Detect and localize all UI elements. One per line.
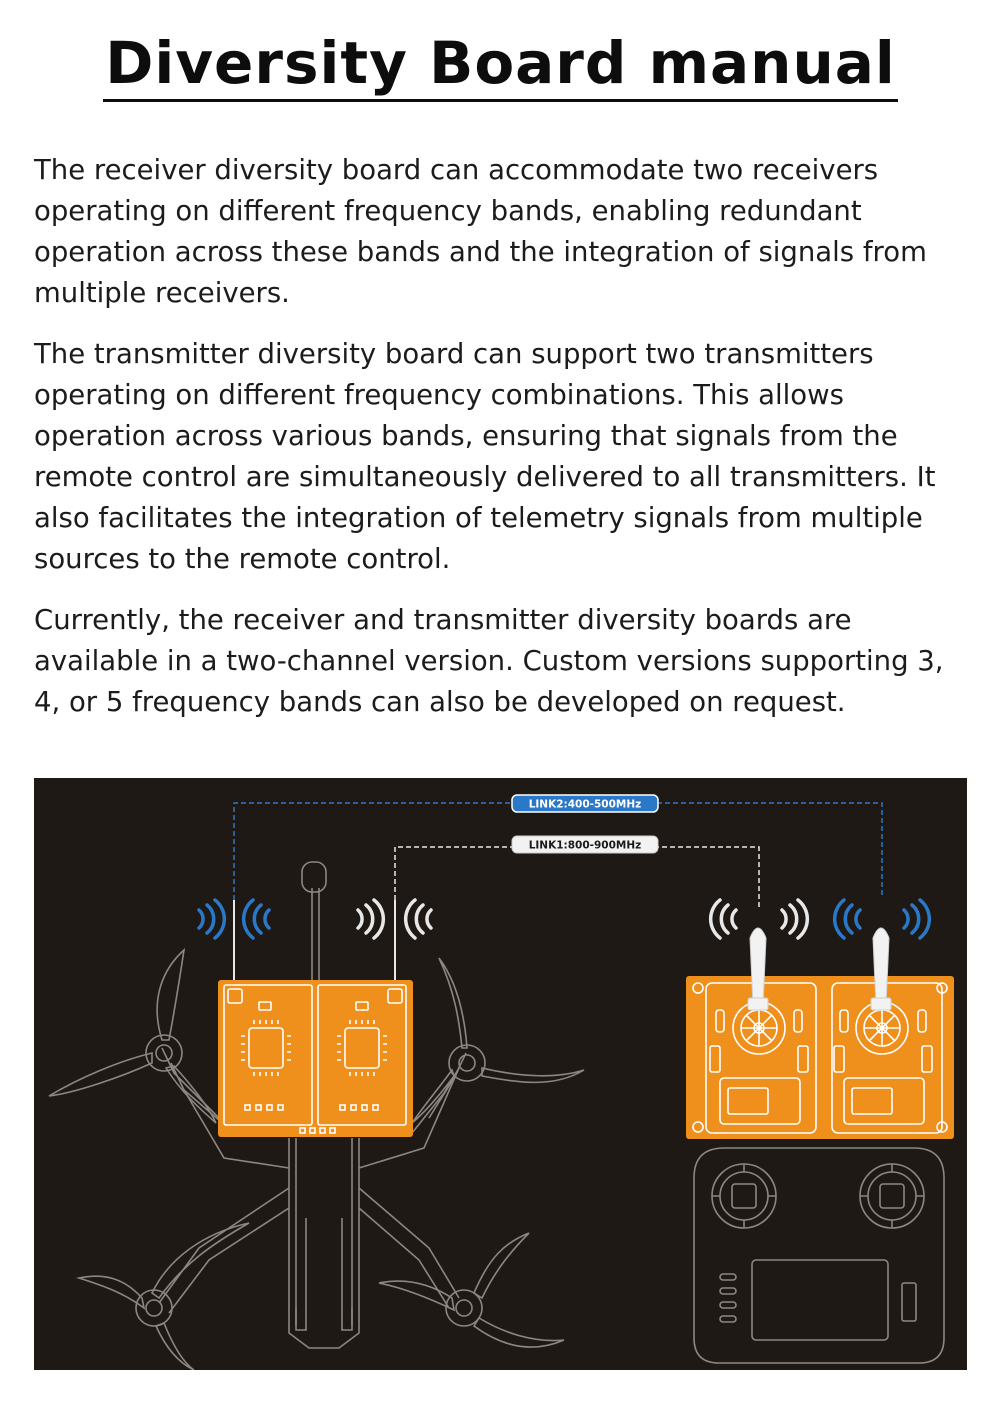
transmitter-board-icon	[686, 928, 954, 1139]
link1-label	[512, 836, 658, 853]
intro-paragraph-transmitter: The transmitter diversity board can support two transmitters operating on different frequency combinations. This allows operation across various bands, ensuring that signals from the remote control are simultaneously delivered to all transmitters. It also facilitates the integration of telemetry signals from multiple sources to the remote control.	[34, 338, 936, 575]
diversity-diagram	[34, 778, 967, 1370]
link1-label-text: LINK1:800-900MHz	[528, 839, 642, 852]
intro-paragraph-receiver: The receiver diversity board can accommodate two receivers operating on different frequency bands, enabling redundant operation across these bands and the integration of signals from multiple receivers.	[34, 154, 927, 309]
page-title: Diversity Board manual	[103, 29, 898, 102]
link1-dashed-line	[395, 847, 759, 908]
page-title-wrap	[0, 28, 1001, 98]
receiver-board-icon	[218, 980, 413, 1137]
link2-label	[512, 795, 658, 812]
remote-control-icon	[694, 1148, 944, 1363]
link2-label-text: LINK2:400-500MHz	[528, 798, 642, 811]
intro-paragraph-versions: Currently, the receiver and transmitter diversity boards are available in a two-channel version. Custom versions supporting 3, 4, or 5 frequency bands can also be developed on request.	[34, 604, 944, 718]
signal-waves-icon	[711, 900, 930, 938]
